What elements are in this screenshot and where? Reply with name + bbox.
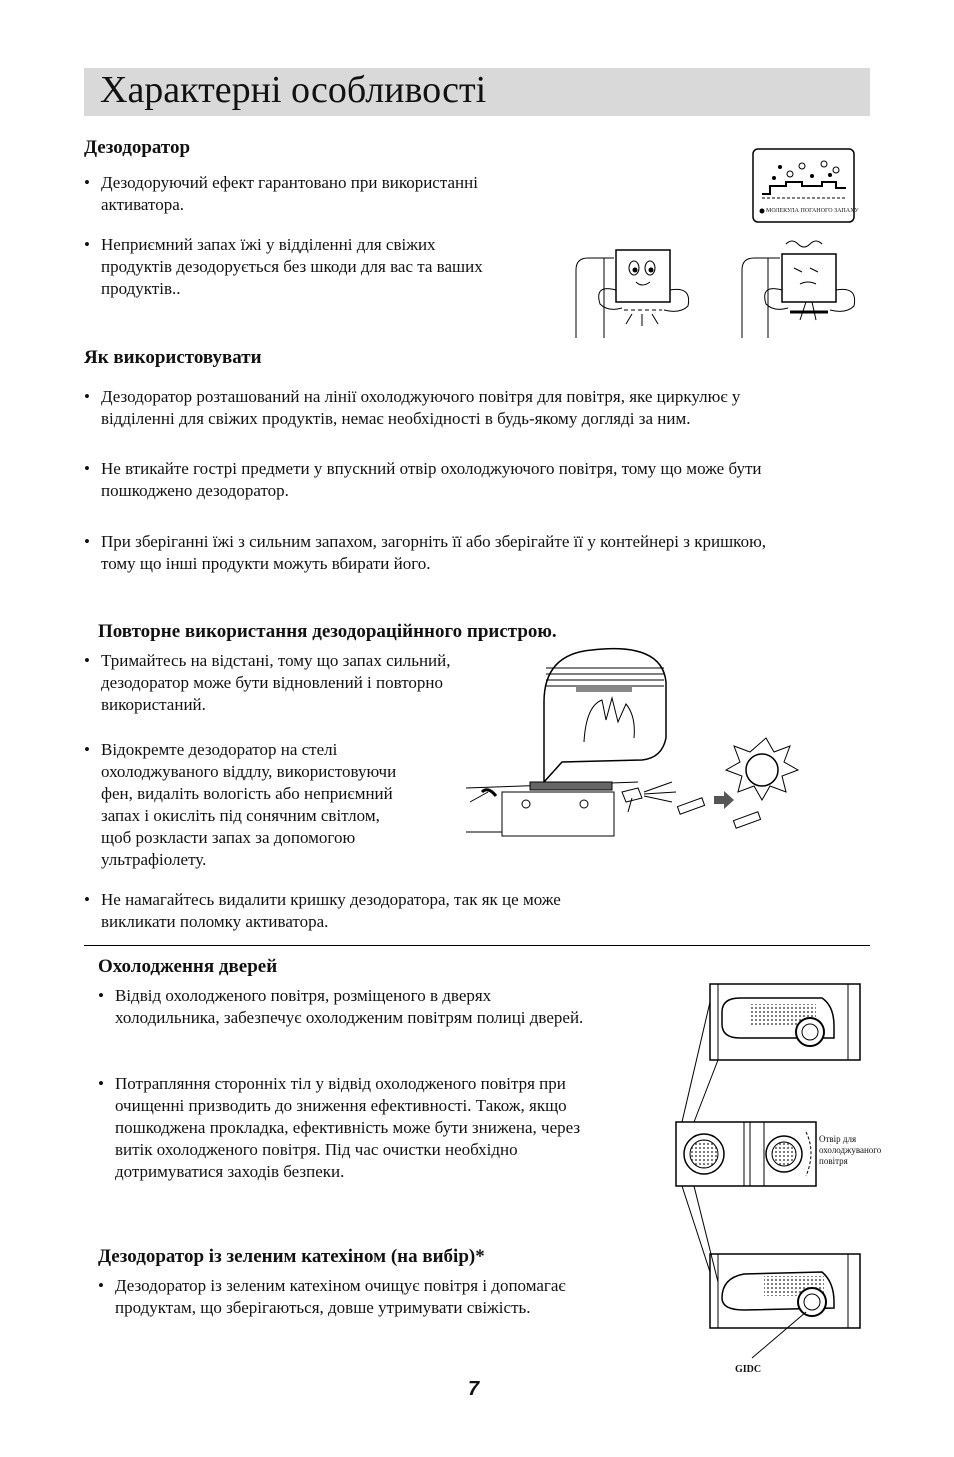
reuse-illustration	[466, 642, 816, 836]
deodorizer-smell-icon	[740, 240, 860, 340]
odor-molecule-label: МОЛЕКУЛА ПОГАНОГО ЗАПАХУ	[766, 208, 859, 214]
reuse-item-2: • Відокремте дезодоратор на стелі охолоджуваного віддлу, використовуючи фен, видаліть вологість або неприємний запах і окисліть під сонячним світлом, щоб розкласти запах за допомогою ультрафіолету.	[84, 740, 397, 869]
door-vent-illustration	[674, 982, 864, 1358]
deodorizer-heading: Дезодоратор	[84, 137, 191, 158]
green-catechin-item-1: • Дезодоратор із зеленим катехіном очищує повітря і допомагає продуктам, що зберігаються, довше утримувати свіжість.	[98, 1276, 566, 1317]
gidc-label: GIDC	[735, 1364, 762, 1375]
reuse-item-1: • Тримайтесь на відстані, тому що запах сильний, дезодоратор може бути відновлений і повторно використаний.	[84, 651, 451, 714]
how-to-use-item-1: • Дезодоратор розташований на лінії охолоджуючого повітря для повітря, яке циркулює у відділенні для свіжих продуктів, немає необхідності в будь-якому догляді за ним.	[84, 387, 741, 428]
how-to-use-heading: Як використовувати	[84, 347, 262, 368]
door-cooling-item-1: • Відвід охолодженого повітря, розміщеного в дверях холодильника, забезпечує охолодженим повітрям полиці дверей.	[98, 986, 584, 1027]
deodorizer-cartoon-icon	[574, 240, 702, 340]
reuse-heading: Повторне використання дезодораційнного пристрою.	[98, 621, 557, 642]
reuse-item-3: • Не намагайтесь видалити кришку дезодоратора, так як це може викликати поломку активатора.	[84, 890, 561, 931]
section-divider	[84, 945, 870, 946]
green-catechin-heading: Дезодоратор із зеленим катехіном (на вибір)*	[98, 1246, 485, 1267]
deodorizer-item-1: • Дезодоруючий ефект гарантовано при використанні активатора.	[84, 173, 478, 214]
page-title: Характерні особливості	[100, 69, 487, 111]
door-cooling-item-2: • Потрапляння сторонніх тіл у відвід охолодженого повітря при очищенні призводить до зниження ефективності. Також, якщо пошкоджена прокладка, ефективність може бути знижена, через витік охолодженого повітря. Під час очистки необхідно дотримуватися заходів безпеки.	[98, 1074, 581, 1181]
how-to-use-item-2: • Не втикайте гострі предмети у впускний отвір охолоджуючого повітря, тому що може бути пошкоджено дезодоратор.	[84, 459, 762, 500]
page-number: 7	[468, 1378, 480, 1400]
vent-hole-label: Отвір для охолоджуваного повітря	[819, 1134, 882, 1166]
door-cooling-heading: Охолодження дверей	[98, 956, 278, 977]
how-to-use-item-3: • При зберіганні їжі з сильним запахом, загорніть її або зберігайте її у контейнері з кришкою, тому що інші продукти можуть вбирати його.	[84, 532, 767, 573]
deodorizer-item-2: • Неприємний запах їжі у відділенні для свіжих продуктів дезодорується без шкоди для вас та ваших продуктів..	[84, 235, 483, 298]
